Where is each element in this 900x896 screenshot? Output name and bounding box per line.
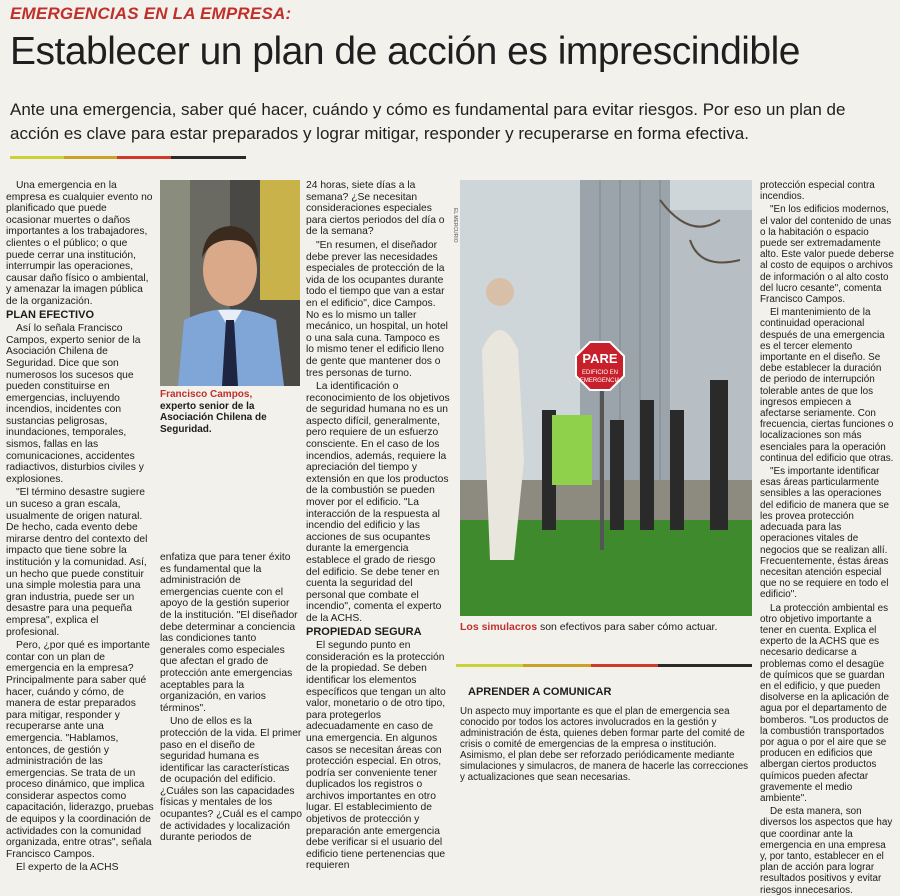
col5-paragraph-4: "Es importante identificar esas áreas particularmente sensibles a las operaciones del edificio de manera que se les provea protección adecuada para las operaciones vitales de negocios que se realizan allí. Frecuentemente, éstas áreas necesitan atención especial que no se requiere en todo el edificio". <box>760 466 890 601</box>
sign-text-line3: EMERGENCIA <box>579 378 621 384</box>
caption-name: Francisco Campos, <box>160 389 253 400</box>
col3-paragraph-4: El segundo punto en consideración es la protección de la propiedad. Se deben identificar los elementos específicos que tengan un alto valor, monetario o de otro tipo, para protegerlos adecuadamente en caso de una emergencia. En algunos casos se necesitan áreas con protección especial. En otros, podría ser conveniente tener duplicados los registros o archivos importantes en otro lugar. El establecimiento de objetivos de protección y preparación ante emergencia debe verificar si el usuario del edificio tiene pertenencias que requieren <box>306 640 446 872</box>
drill-photo <box>452 180 752 616</box>
drill-caption <box>460 622 752 634</box>
col1-paragraph-3: "El término desastre sugiere un suceso a gran escala, usualmente de origen natural. De hecho, cada evento debe mirarse dentro del contexto del impacto que tiene sobre la institución y la comunidad. Así, un hecho que puede constituir una simple molestia para una gran industria, puede ser un desastre para una pequeña empresa", explica el profesional. <box>6 487 148 638</box>
col5-paragraph-2: "En los edificios modernos, el valor del contenido de unas o la habitación o espacio puede ser extremadamente alto. Este valor puede deberse al costo de equipos o archivos de información o al alto costo del lucro cesante", comenta Francisco Campos. <box>760 204 894 306</box>
portrait-illustration <box>160 180 300 386</box>
drill-illustration <box>452 180 752 616</box>
col3-paragraph-3: La identificación o reconocimiento de los objetivos de seguridad humana no es un aspecto difícil, generalmente, pero requiere de un esfuerzo consciente. En el caso de los incendios, además, requiere la apreciación del tiempo y extensión en que los productos de la combustión se pueden mover por el edificio. "La interacción de la respuesta al incendio del edificio y las acciones de sus ocupantes durante la emergencia establece el grado de riesgo del edificio. Se debe tener en cuenta la seguridad del personal que combate el incendio", comenta el experto de la ACHS. <box>306 381 450 624</box>
section-label: EMERGENCIAS EN LA EMPRESA: <box>10 4 292 23</box>
col2-paragraph-2: Uno de ellos es la protección de la vida. El primer paso en el diseño de seguridad humana es identificar las características de ocupación del edificio. ¿Cuáles son las capacidades físicas y mentales de los ocupantes? ¿Cuál es el campo de actividades y localización durante periodos de <box>160 716 302 844</box>
caption-line-3: Asociación Chilena de <box>160 412 267 423</box>
column-2 <box>160 552 302 844</box>
col5-paragraph-6: De esta manera, son diversos los aspectos que hay que coordinar ante la emergencia en una empresa y, por tanto, establecer en el plan de acción para lograr resultados positivos y evitar riesgos innecesarios. <box>760 806 893 896</box>
sign-text-pare: PARE <box>582 351 618 366</box>
lead-paragraph: Ante una emergencia, saber qué hacer, cuándo y cómo es fundamental para evitar riesgos. Por eso un plan de acción es clave para estar preparados y lograr mitigar, responder y recuperarse en forma efectiva. <box>10 100 846 143</box>
column-1 <box>6 180 154 874</box>
col1-paragraph-2: Así lo señala Francisco Campos, experto senior de la Asociación Chilena de Seguridad. Dice que son numerosos los sucesos que pueden constituirse en emergencias, incluyendo incendios, incidentes con sustancias peligrosas, inundaciones, temporales, sismos, fallas en las comunicaciones, accidentes radiactivos, disturbios civiles y explosiones. <box>6 323 144 485</box>
sign-text-line2: EDIFICIO EN <box>581 370 619 376</box>
col1-paragraph-1: Una emergencia en la empresa es cualquier evento no planificado que puede ocasionar muertes o daños importantes a los trabajadores, clientes o el público; o que puede cerrar una institución, interrumpir las operaciones, causar daño físico o ambiental, y amenazar la imagen pública de la organización. <box>6 180 153 307</box>
column-3 <box>306 180 450 872</box>
headline: Establecer un plan de acción es imprescindible <box>10 30 800 73</box>
portrait-photo <box>160 180 300 386</box>
col3-paragraph-2: "En resumen, el diseñador debe prever las necesidades especiales de protección de la vida de los ocupantes durante todo el tiempo que van a estar en el edificio", dice Campos. No es lo mismo un taller mecánico, un hospital, un hotel o una sala cuna. Tampoco es lo mismo tener el edificio lleno de gente que mantener dos o tres personas de turno. <box>306 239 448 379</box>
drill-caption-text: son efectivos para saber cómo actuar. <box>539 621 718 633</box>
subhead-propiedad-segura: PROPIEDAD SEGURA <box>306 625 422 638</box>
photo-credit: EL MERCURIO <box>452 208 458 243</box>
caption-line-2: experto senior de la <box>160 400 255 412</box>
box-color-rule <box>456 664 752 667</box>
col3-paragraph-1: 24 horas, siete días a la semana? ¿Se necesitan consideraciones especiales para ciertos periodos del día o de la semana? <box>306 180 445 238</box>
column-5 <box>760 180 894 896</box>
drill-caption-bold: Los simulacros <box>460 621 538 633</box>
col1-paragraph-5: El experto de la ACHS <box>16 862 119 874</box>
caption-line-4: Seguridad. <box>160 423 212 435</box>
portrait-caption <box>160 389 300 435</box>
col5-paragraph-1: protección especial contra incendios. <box>760 180 875 203</box>
sidebar-box-text: Un aspecto muy importante es que el plan de emergencia sea conocido por todos los actores involucrados en la gestión y administración de ésta, quienes deben formar parte del comité de crisis o comité de emergencias de la empresa o institución. Asimismo, el plan debe ser reforzado periódicamente mediante simulaciones y simulacros, de manera de hacerle las correcciones y actualizaciones que sean necesarias. <box>460 706 749 783</box>
col5-paragraph-5: La protección ambiental es otro objetivo importante a tener en cuenta. Explica el experto de la ACHS que es necesario dedicarse a problemas como el desagüe de químicos que se guardan en el edificio, y que pueden disolverse en la aplicación de agua por el departamento de bomberos. "Los productos de la combustión transportados por agua o por el aire que se producen en edificios que albergan ciertos productos químicos pueden afectar gravemente el medio ambiente". <box>760 602 890 804</box>
col1-paragraph-4: Pero, ¿por qué es importante contar con un plan de emergencia en la empresa? Principalmente para saber qué hacer, cuándo y cómo, de manera de estar preparados para mitigar, responder y recuperarse ante una emergencia. "Hablamos, entonces, de gestión y administración de las emergencias. Se trata de un proceso dinámico, que implica considerar aspectos como capacitación, liderazgo, pruebas de equipos y la coordinación de actividades con la comunidad organizada, entre otras", señala Francisco Campos. <box>6 640 154 860</box>
top-color-rule <box>10 156 246 159</box>
sidebar-box-title: APRENDER A COMUNICAR <box>468 686 612 698</box>
col2-paragraph-1: enfatiza que para tener éxito es fundamental que la administración de emergencias cuente con el apoyo de la gestión superior de la institución. "El diseñador debe determinar a conciencia las condiciones tanto generales como especiales que afectan el grado de protección ante emergencias aceptables para la organización, en varios términos". <box>160 552 298 714</box>
subhead-plan-efectivo: PLAN EFECTIVO <box>6 308 95 321</box>
col5-paragraph-3: El mantenimiento de la continuidad operacional después de una emergencia es el tercer elemento importante en el diseño. Se debe establecer la duración de periodo de interrupción tolerable antes de que los ingresos empiecen a afectarse seriamente. Con frecuencia, ciertas funciones o localizaciones son más esenciales para la operación continua del edificio que otras. <box>760 307 894 464</box>
